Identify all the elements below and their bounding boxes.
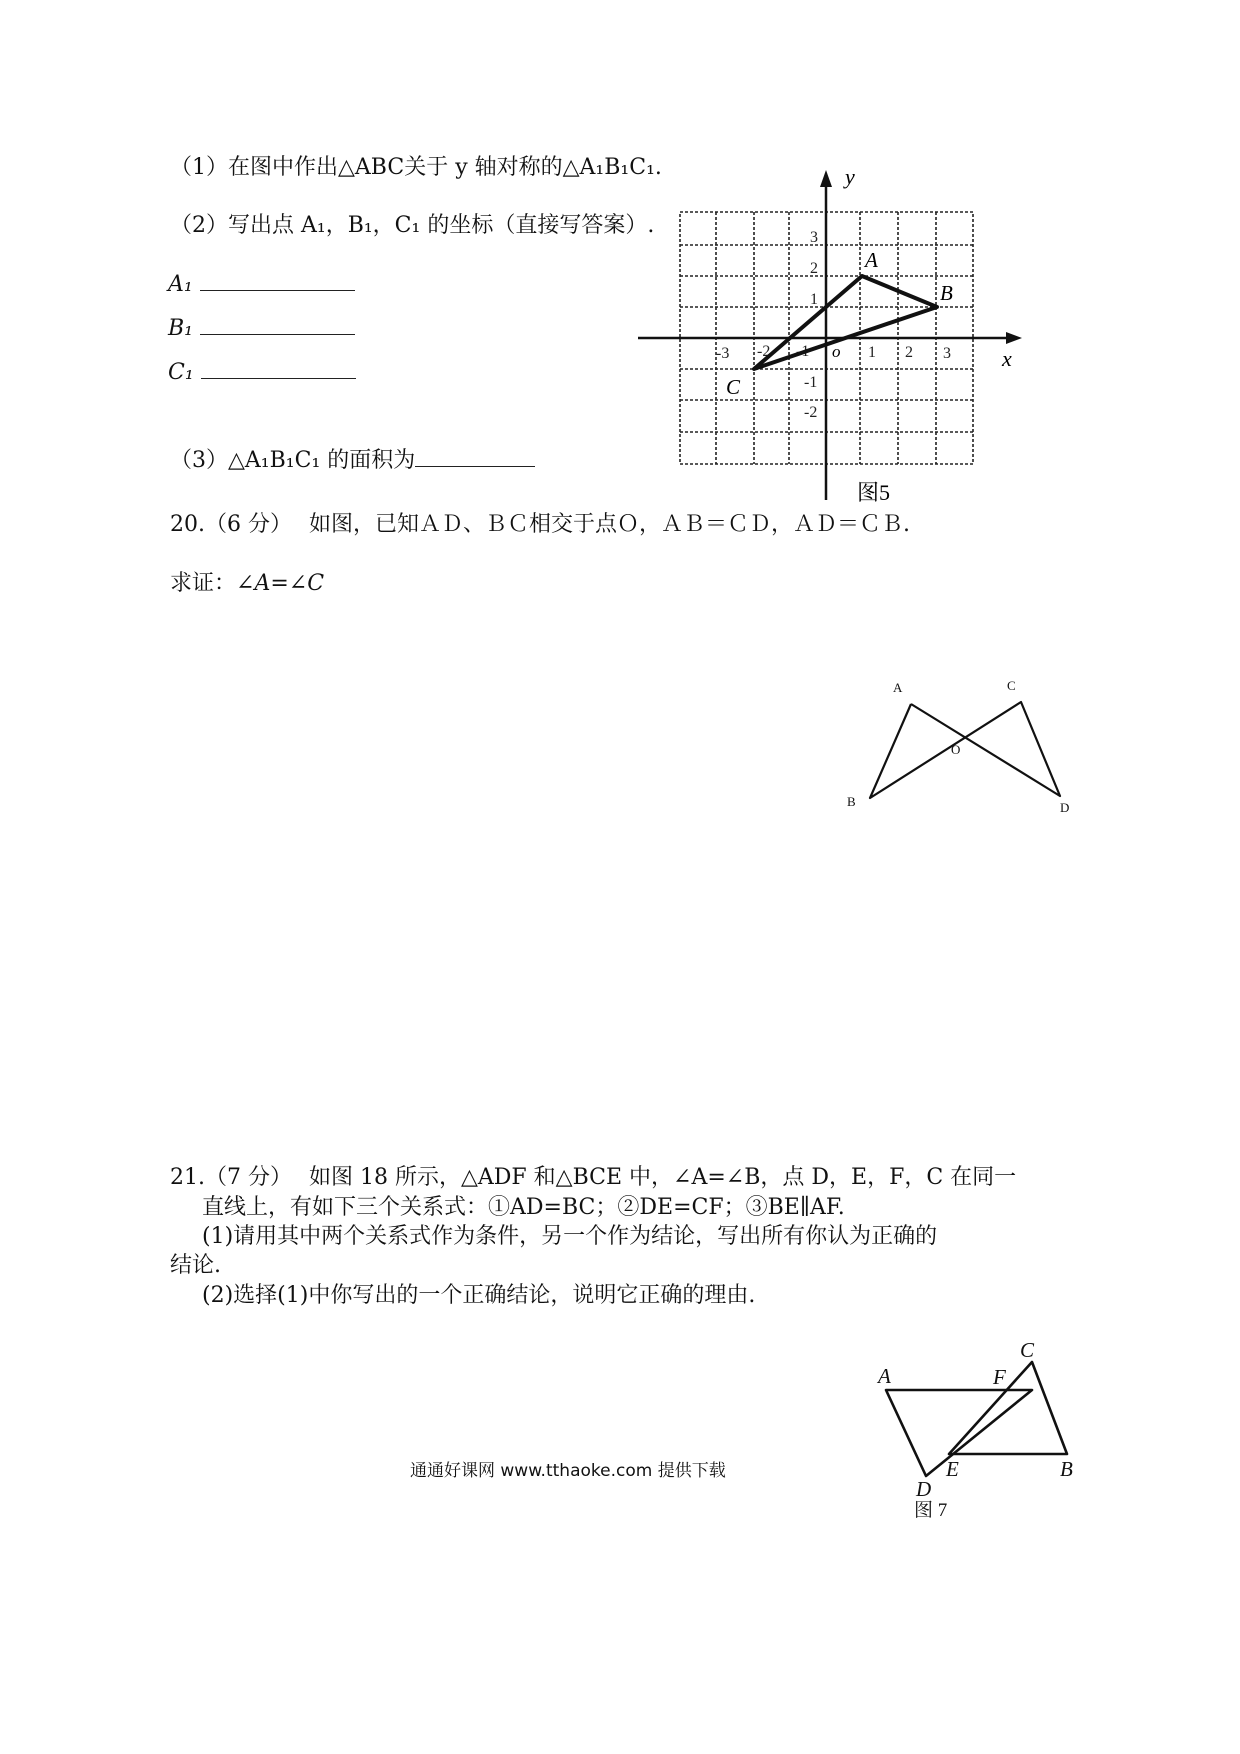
q20-prove (170, 566, 324, 597)
point-o-label: O (951, 742, 961, 757)
point-f-label: F (993, 1365, 1006, 1389)
y-tick-label: 3 (810, 229, 818, 246)
answer-b1-label: B₁ (168, 316, 193, 341)
q21-line2: 直线上，有如下三个关系式：①AD=BC；②DE=CF；③BE∥AF. (202, 1195, 845, 1220)
x-tick-label: -2 (757, 343, 771, 360)
q19-part2: （2）写出点 A₁，B₁，C₁ 的坐标（直接写答案）. (170, 213, 655, 238)
x-tick-label: -3 (716, 345, 730, 362)
point-b-label: B (1060, 1457, 1073, 1481)
answer-c1-blank[interactable] (201, 378, 356, 379)
y-tick-label: -1 (804, 374, 818, 391)
y-axis-label: y (845, 164, 855, 189)
answer-b1-blank[interactable] (200, 334, 355, 335)
q19-part1: （1）在图中作出△ABC关于 y 轴对称的△A₁B₁C₁. (170, 155, 662, 180)
point-c-label: C (726, 375, 741, 399)
x-tick-label: -1 (796, 343, 810, 360)
x-tick-label: 3 (943, 345, 951, 362)
x-axis-arrow-icon (1006, 332, 1022, 344)
footer-source: 通通好课网 www.tthaoke.com 提供下载 (410, 1461, 726, 1481)
point-a-label: A (878, 1364, 891, 1388)
x-tick-label: 2 (905, 344, 913, 361)
q20-statement (170, 507, 910, 538)
y-tick-label: 1 (810, 291, 818, 308)
x-axis-label: x (1002, 346, 1012, 371)
point-a-label: A (893, 680, 903, 695)
y-tick-label: -2 (804, 404, 818, 421)
q21-text-line1: 如图 18 所示，△ADF 和△BCE 中，∠A=∠B，点 D，E，F，C 在同一 (308, 1165, 1017, 1190)
answer-a1-blank[interactable] (200, 290, 355, 291)
point-c-label: C (1007, 678, 1016, 693)
point-e-label: E (946, 1457, 959, 1481)
q20-prove-label: 求证： (170, 571, 237, 596)
point-b-label: B (847, 794, 856, 809)
q20-number: 20.（6 分） (170, 512, 292, 537)
point-b-label: B (940, 281, 953, 305)
q19-part3: （3）△A₁B₁C₁ 的面积为 (170, 448, 416, 473)
answer-c1-line (168, 360, 356, 385)
q20-figure-bowtie (835, 670, 1085, 830)
point-a-label: A (865, 248, 878, 272)
y-tick-label: 2 (810, 260, 818, 277)
q21-line1 (170, 1160, 1016, 1191)
triangle-adf (886, 1390, 1032, 1476)
answer-b1-line (168, 316, 355, 341)
q21-line3: (1)请用其中两个关系式作为条件，另一个作为结论，写出所有你认为正确的 (202, 1224, 938, 1249)
point-d-label: D (916, 1477, 932, 1501)
q19-part3-line (170, 443, 535, 474)
answer-c1-label: C₁ (168, 360, 194, 385)
figure5-caption: 图5 (857, 480, 891, 505)
q21-number: 21.（7 分） (170, 1165, 292, 1190)
bowtie-lines (870, 702, 1060, 798)
y-axis-arrow-icon (820, 170, 832, 187)
point-d-label: D (1060, 800, 1070, 815)
origin-label: o (832, 342, 841, 361)
q21-line5: (2)选择(1)中你写出的一个正确结论，说明它正确的理由. (202, 1283, 756, 1308)
answer-a1-line (168, 272, 355, 297)
q21-line4: 结论. (170, 1253, 221, 1278)
q20-prove-expr: ∠A=∠C (236, 571, 325, 596)
figure7-triangles (860, 1330, 1090, 1520)
point-c-label: C (1020, 1338, 1035, 1362)
x-tick-label: 1 (868, 344, 876, 361)
area-answer-blank[interactable] (415, 466, 535, 467)
answer-a1-label: A₁ (168, 272, 193, 297)
q20-text: 如图，已知ＡＤ、ＢＣ相交于点Ｏ，ＡＢ＝ＣＤ，ＡＤ＝ＣＢ. (308, 512, 910, 537)
figure7-caption: 图 7 (914, 1500, 948, 1520)
figure5-coordinate-grid (630, 160, 1030, 505)
